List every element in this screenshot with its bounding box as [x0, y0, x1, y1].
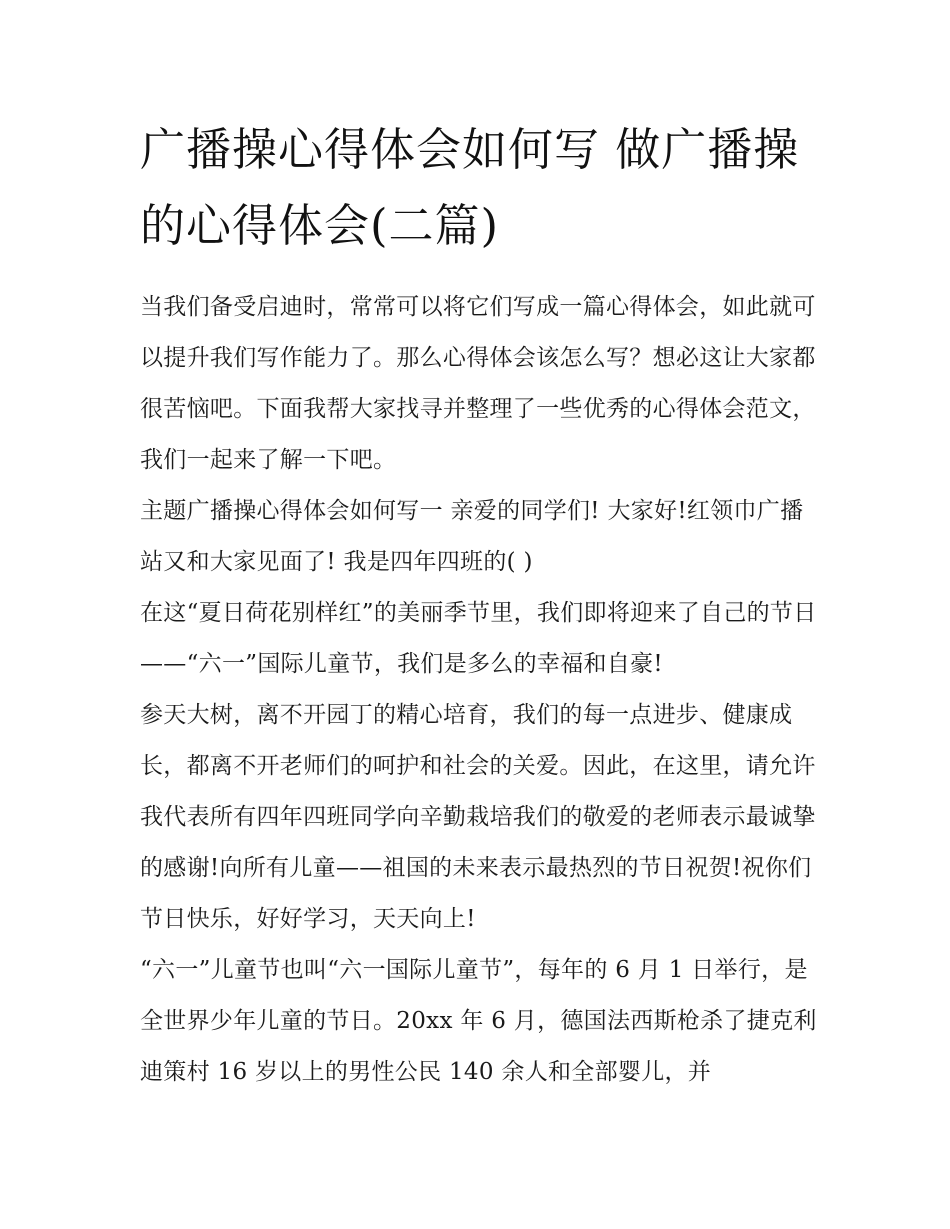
document-title: 广播操心得体会如何写 做广播操的心得体会(二篇) [140, 123, 800, 252]
document-content [140, 112, 820, 1098]
paragraph-history: “六一”儿童节也叫“六一国际儿童节”，每年的 6 月 1 日举行，是全世界少年儿童的节日。20xx 年 6 月，德国法西斯枪杀了捷克利迪策村 16 岁以上的男性公民 140 余人和全部婴儿，并 [140, 957, 817, 1085]
paragraph-season: 在这“夏日荷花别样红”的美丽季节里，我们即将迎来了自己的节日——“六一”国际儿童节，我们是多么的幸福和自豪! [140, 600, 817, 677]
paragraph-intro: 当我们备受启迪时，常常可以将它们写成一篇心得体会，如此就可以提升我们写作能力了。那么心得体会该怎么写？想必这让大家都很苦恼吧。下面我帮大家找寻并整理了一些优秀的心得体会范文，我们一起来了解一下吧。 [140, 294, 816, 473]
document-body [140, 282, 820, 1098]
paragraph-greeting: 主题广播操心得体会如何写一 亲爱的同学们! 大家好!红领巾广播站又和大家见面了! 我是四年四班的( ) [140, 498, 804, 575]
paragraph-thanks: 参天大树，离不开园丁的精心培育，我们的每一点进步、健康成长，都离不开老师们的呵护和社会的关爱。因此，在这里，请允许我代表所有四年四班同学向辛勤栽培我们的敬爱的老师表示最诚挚的感谢!向所有儿童——祖国的未来表示最热烈的节日祝贺!祝你们节日快乐，好好学习，天天向上! [140, 702, 816, 932]
